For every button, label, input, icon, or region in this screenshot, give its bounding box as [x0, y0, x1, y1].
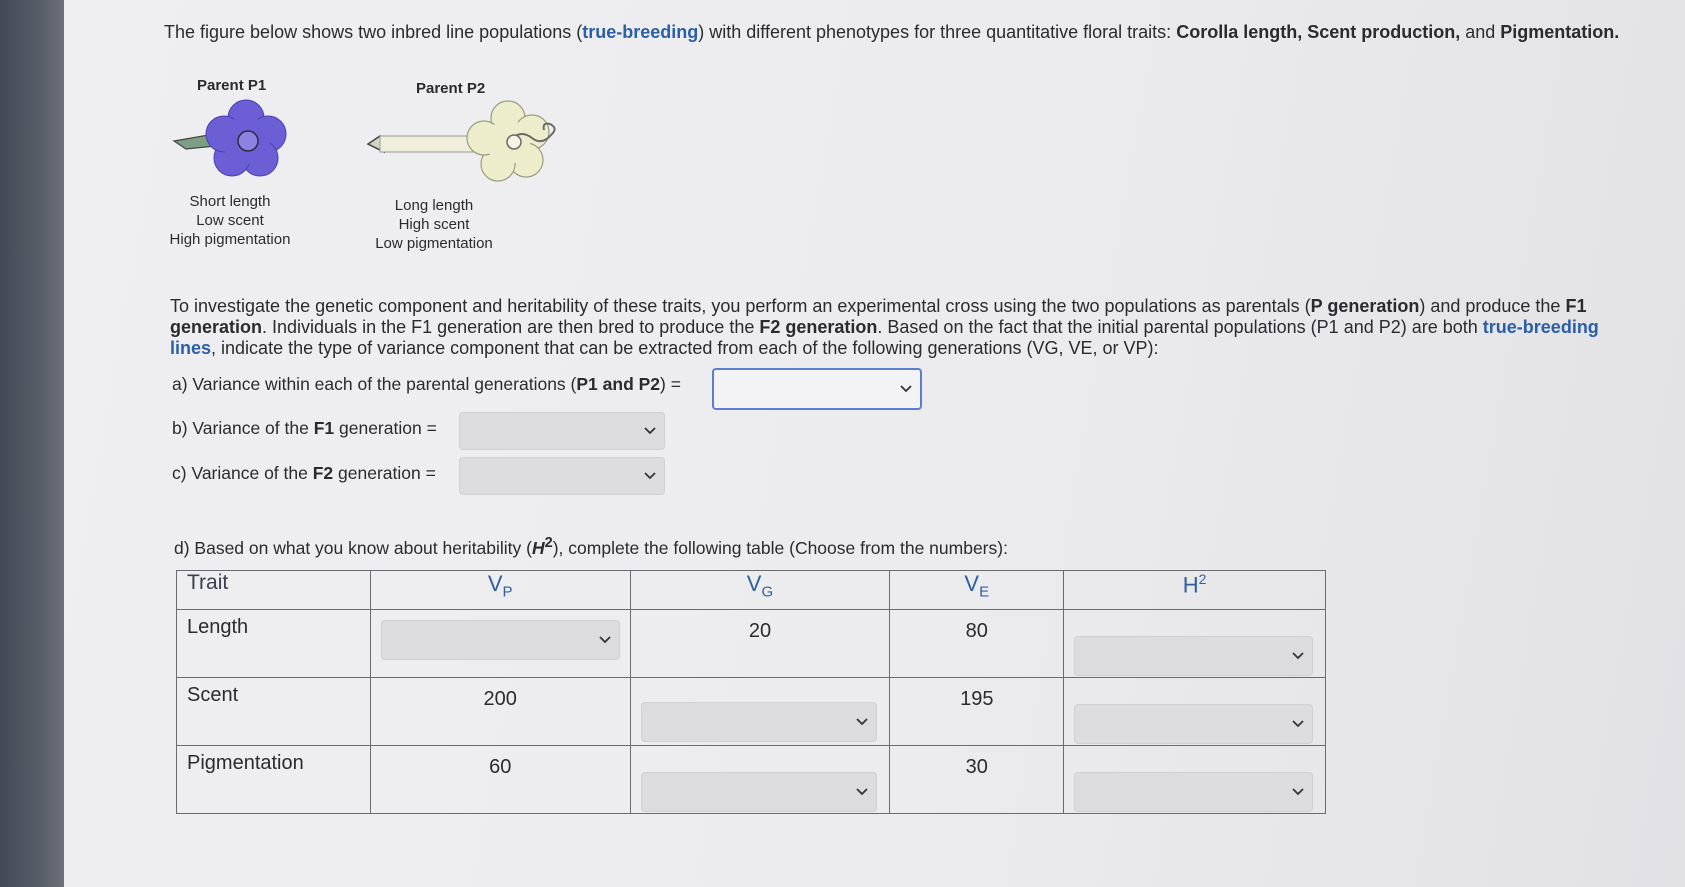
question-b-label [172, 418, 437, 439]
cell-ve [890, 610, 1064, 678]
header-vg [630, 571, 890, 610]
chevron-down-icon [856, 718, 868, 726]
para-part: . Individuals in the F1 generation are then bred to produce the [262, 317, 760, 337]
cell-h2 [1064, 610, 1326, 678]
para-true-breeding-lines: true-breeding lines [170, 317, 1599, 358]
scent-vg-dropdown[interactable] [641, 702, 878, 742]
scent-vp-value: 200 [483, 688, 517, 710]
table-row [177, 610, 1326, 678]
cell-trait [177, 746, 371, 814]
question-a-label [172, 374, 681, 395]
question-c-dropdown[interactable] [459, 457, 665, 495]
header-vp-v: V [487, 571, 503, 596]
chevron-down-icon [1292, 720, 1304, 728]
p2-traits [354, 196, 514, 253]
instructions-paragraph [170, 296, 1630, 359]
header-vp [370, 571, 630, 610]
para-part: To investigate the genetic component and heritability of these traits, you perform an experimental cross using the two populations as parentals ( [170, 296, 1311, 316]
qb-bold: F1 [313, 418, 335, 438]
question-c-label [172, 463, 436, 484]
pigmentation-vg-dropdown[interactable] [641, 772, 878, 812]
p1-trait: High pigmentation [169, 231, 291, 248]
header-h2-h: H [1182, 572, 1199, 598]
cell-trait [177, 678, 371, 746]
qd-pre: d) Based on what you know about heritability ( [174, 537, 532, 558]
p1-flower-illustration [170, 96, 350, 186]
scent-ve-value: 195 [960, 688, 994, 710]
trait-scent: Scent [187, 684, 239, 706]
qa-post: ) = [660, 374, 681, 394]
para-part: . Based on the fact that the initial parental populations (P1 and P2) are both [877, 317, 1483, 337]
cell-ve [890, 746, 1064, 814]
length-h2-dropdown[interactable] [1074, 636, 1313, 676]
p1-flower-center [238, 131, 258, 151]
length-vp-dropdown[interactable] [381, 620, 620, 660]
scent-h2-dropdown[interactable] [1074, 704, 1313, 744]
chevron-down-icon [644, 472, 656, 480]
table-header-row [177, 571, 1326, 610]
qb-pre: b) Variance of the [172, 418, 314, 438]
header-vg-v: V [746, 571, 762, 596]
cell-vg [630, 610, 890, 678]
para-part: , indicate the type of variance component that can be extracted from each of the following generations (VG, VE, or VP): [211, 338, 1159, 358]
para-p-generation: P generation [1310, 296, 1420, 316]
header-trait: Trait [177, 571, 371, 610]
cell-vg [630, 678, 890, 746]
qd-sup: 2 [544, 535, 553, 551]
chevron-down-icon [1292, 788, 1304, 796]
intro-pigmentation: Pigmentation. [1500, 22, 1620, 42]
intro-part: and [1460, 22, 1501, 42]
intro-part: ) with different phenotypes for three quantitative floral traits: [698, 22, 1177, 42]
question-d-label [174, 535, 1008, 559]
qa-bold: P1 and P2 [576, 374, 661, 394]
cell-vp [370, 746, 630, 814]
intro-part: The figure below shows two inbred line populations ( [164, 22, 583, 42]
length-ve-value: 80 [965, 620, 988, 642]
length-vg-value: 20 [748, 620, 772, 642]
table-row [177, 678, 1326, 746]
qc-pre: c) Variance of the [172, 463, 313, 483]
chevron-down-icon [1292, 652, 1304, 660]
header-ve-sub: E [979, 583, 990, 601]
header-vp-sub: P [502, 583, 513, 601]
question-a-dropdown[interactable] [712, 368, 922, 410]
header-vg-sub: G [761, 583, 774, 601]
header-ve-v: V [964, 571, 980, 596]
p2-flower-illustration [362, 96, 602, 192]
pigmentation-ve-value: 30 [965, 756, 988, 778]
cell-vp [370, 610, 630, 678]
p1-trait: Short length [189, 193, 271, 210]
para-f2-generation: F2 generation [759, 317, 878, 337]
intro-true-breeding: true-breeding [582, 22, 699, 42]
qc-bold: F2 [312, 463, 334, 483]
cell-vg [630, 746, 890, 814]
cell-trait [177, 610, 371, 678]
qa-pre: a) Variance within each of the parental generations ( [172, 374, 577, 394]
p2-flower-center [507, 135, 521, 149]
left-border [0, 0, 64, 887]
cell-ve [890, 678, 1064, 746]
p2-trait: High scent [398, 216, 470, 233]
qb-post: generation = [334, 418, 437, 438]
qd-h: H [531, 537, 545, 558]
trait-pigmentation: Pigmentation [187, 752, 304, 774]
question-b-dropdown[interactable] [459, 412, 665, 450]
chevron-down-icon [900, 385, 912, 393]
pigmentation-h2-dropdown[interactable] [1074, 772, 1313, 812]
heritability-table [176, 570, 1326, 814]
pigmentation-vp-value: 60 [489, 756, 512, 778]
p1-trait: Low scent [196, 212, 264, 229]
header-ve [890, 571, 1064, 610]
p2-trait: Low pigmentation [375, 235, 493, 252]
para-f1-generation: F1 generation [170, 296, 1587, 337]
chevron-down-icon [856, 788, 868, 796]
cell-h2 [1064, 746, 1326, 814]
question-page [64, 0, 1685, 887]
cell-vp [370, 678, 630, 746]
intro-text [164, 22, 1624, 43]
parent-p1-label: Parent P1 [197, 77, 267, 94]
cell-h2 [1064, 678, 1326, 746]
chevron-down-icon [599, 636, 611, 644]
p1-traits [150, 192, 310, 249]
table-row [177, 746, 1326, 814]
header-h2 [1064, 571, 1326, 610]
p2-trait: Long length [394, 197, 474, 214]
chevron-down-icon [644, 427, 656, 435]
intro-traits: Corolla length, Scent production, [1176, 22, 1461, 42]
header-h2-sup: 2 [1198, 571, 1207, 587]
parent-p2-label: Parent P2 [416, 80, 486, 97]
qd-post: ), complete the following table (Choose from the numbers): [552, 537, 1008, 558]
qc-post: generation = [333, 463, 436, 483]
para-part: ) and produce the [1419, 296, 1566, 316]
trait-length: Length [187, 616, 249, 638]
